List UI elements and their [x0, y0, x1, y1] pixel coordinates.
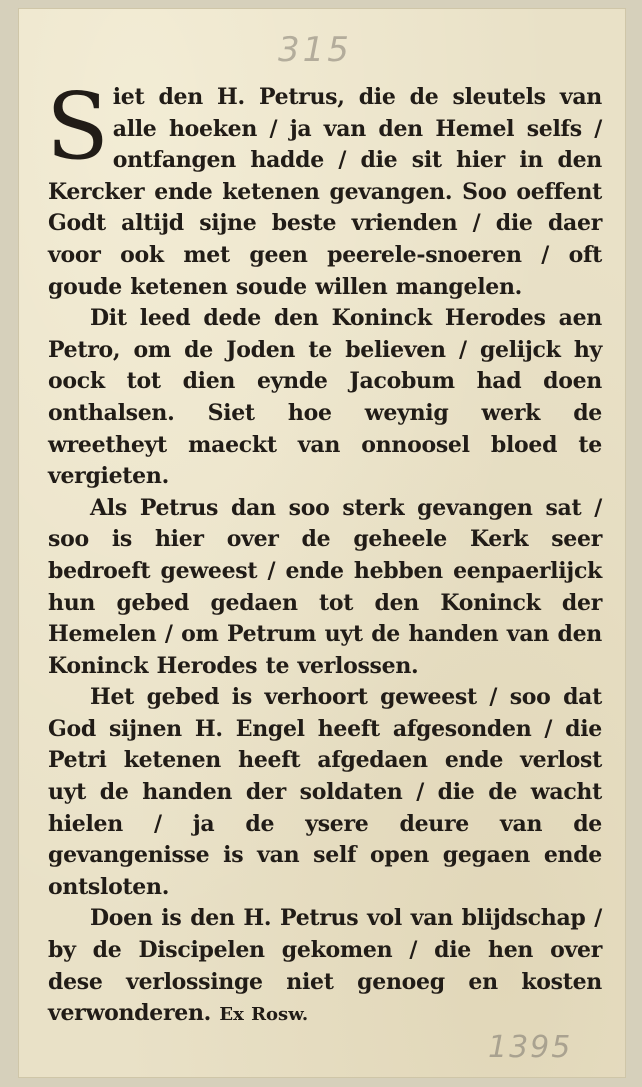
paragraph-2-text: Dit leed dede den Koninck Herodes aen Petro, om de Joden te believen / gelijck hy oock tot dien eynde Jacobum had doen onthalsen. Siet hoe weynig werk de wreetheyt maeckt van onnoosel bloed te vergieten.	[48, 305, 602, 490]
paragraph-4-text: Het gebed is verhoort geweest / soo dat God sijnen H. Engel heeft afgesonden / die Petri ketenen heeft afgedaen ende verlost uyt de handen der soldaten / die de wacht hielen / ja de ysere deure van de gevangenisse is van self open gegaen ende ontsloten.	[48, 684, 602, 900]
paragraph-5-text: Doen is den H. Petrus vol van blijdschap / by de Discipelen gekomen / die hen over dese verlossinge niet genoeg en kosten verwonderen.	[48, 905, 602, 1027]
paragraph-3-text: Als Petrus dan soo sterk gevangen sat / soo is hier over de geheele Kerk seer bedroeft geweest / ende hebben eenpaerlijck hun gebed gedaen tot den Koninck der Hemelen / om Petrum uyt de handen van den Koninck Herodes te verlossen.	[48, 494, 602, 679]
source-citation: Ex Rosw.	[219, 1004, 309, 1026]
paragraph-2	[48, 303, 602, 493]
paragraph-5	[48, 903, 602, 1030]
drop-cap: S	[46, 73, 109, 180]
paragraph-3	[48, 493, 602, 683]
paragraph-1-text: iet den H. Petrus, die de sleutels van alle hoeken / ja van den Hemel selfs / ontfangen hadde / die sit hier in den Kercker ende ketenen gevangen. Soo oeffent Godt altijd sijne beste vrienden / die daer voor ook met geen peerele-snoeren / oft goude ketenen soude willen mangelen.	[48, 84, 602, 300]
paragraph-1	[46, 73, 602, 303]
pencil-annotation-bottom: 1395	[488, 1030, 573, 1065]
paragraph-4	[48, 682, 602, 903]
body-text	[46, 73, 602, 1031]
pencil-annotation-top: 315	[278, 30, 352, 70]
